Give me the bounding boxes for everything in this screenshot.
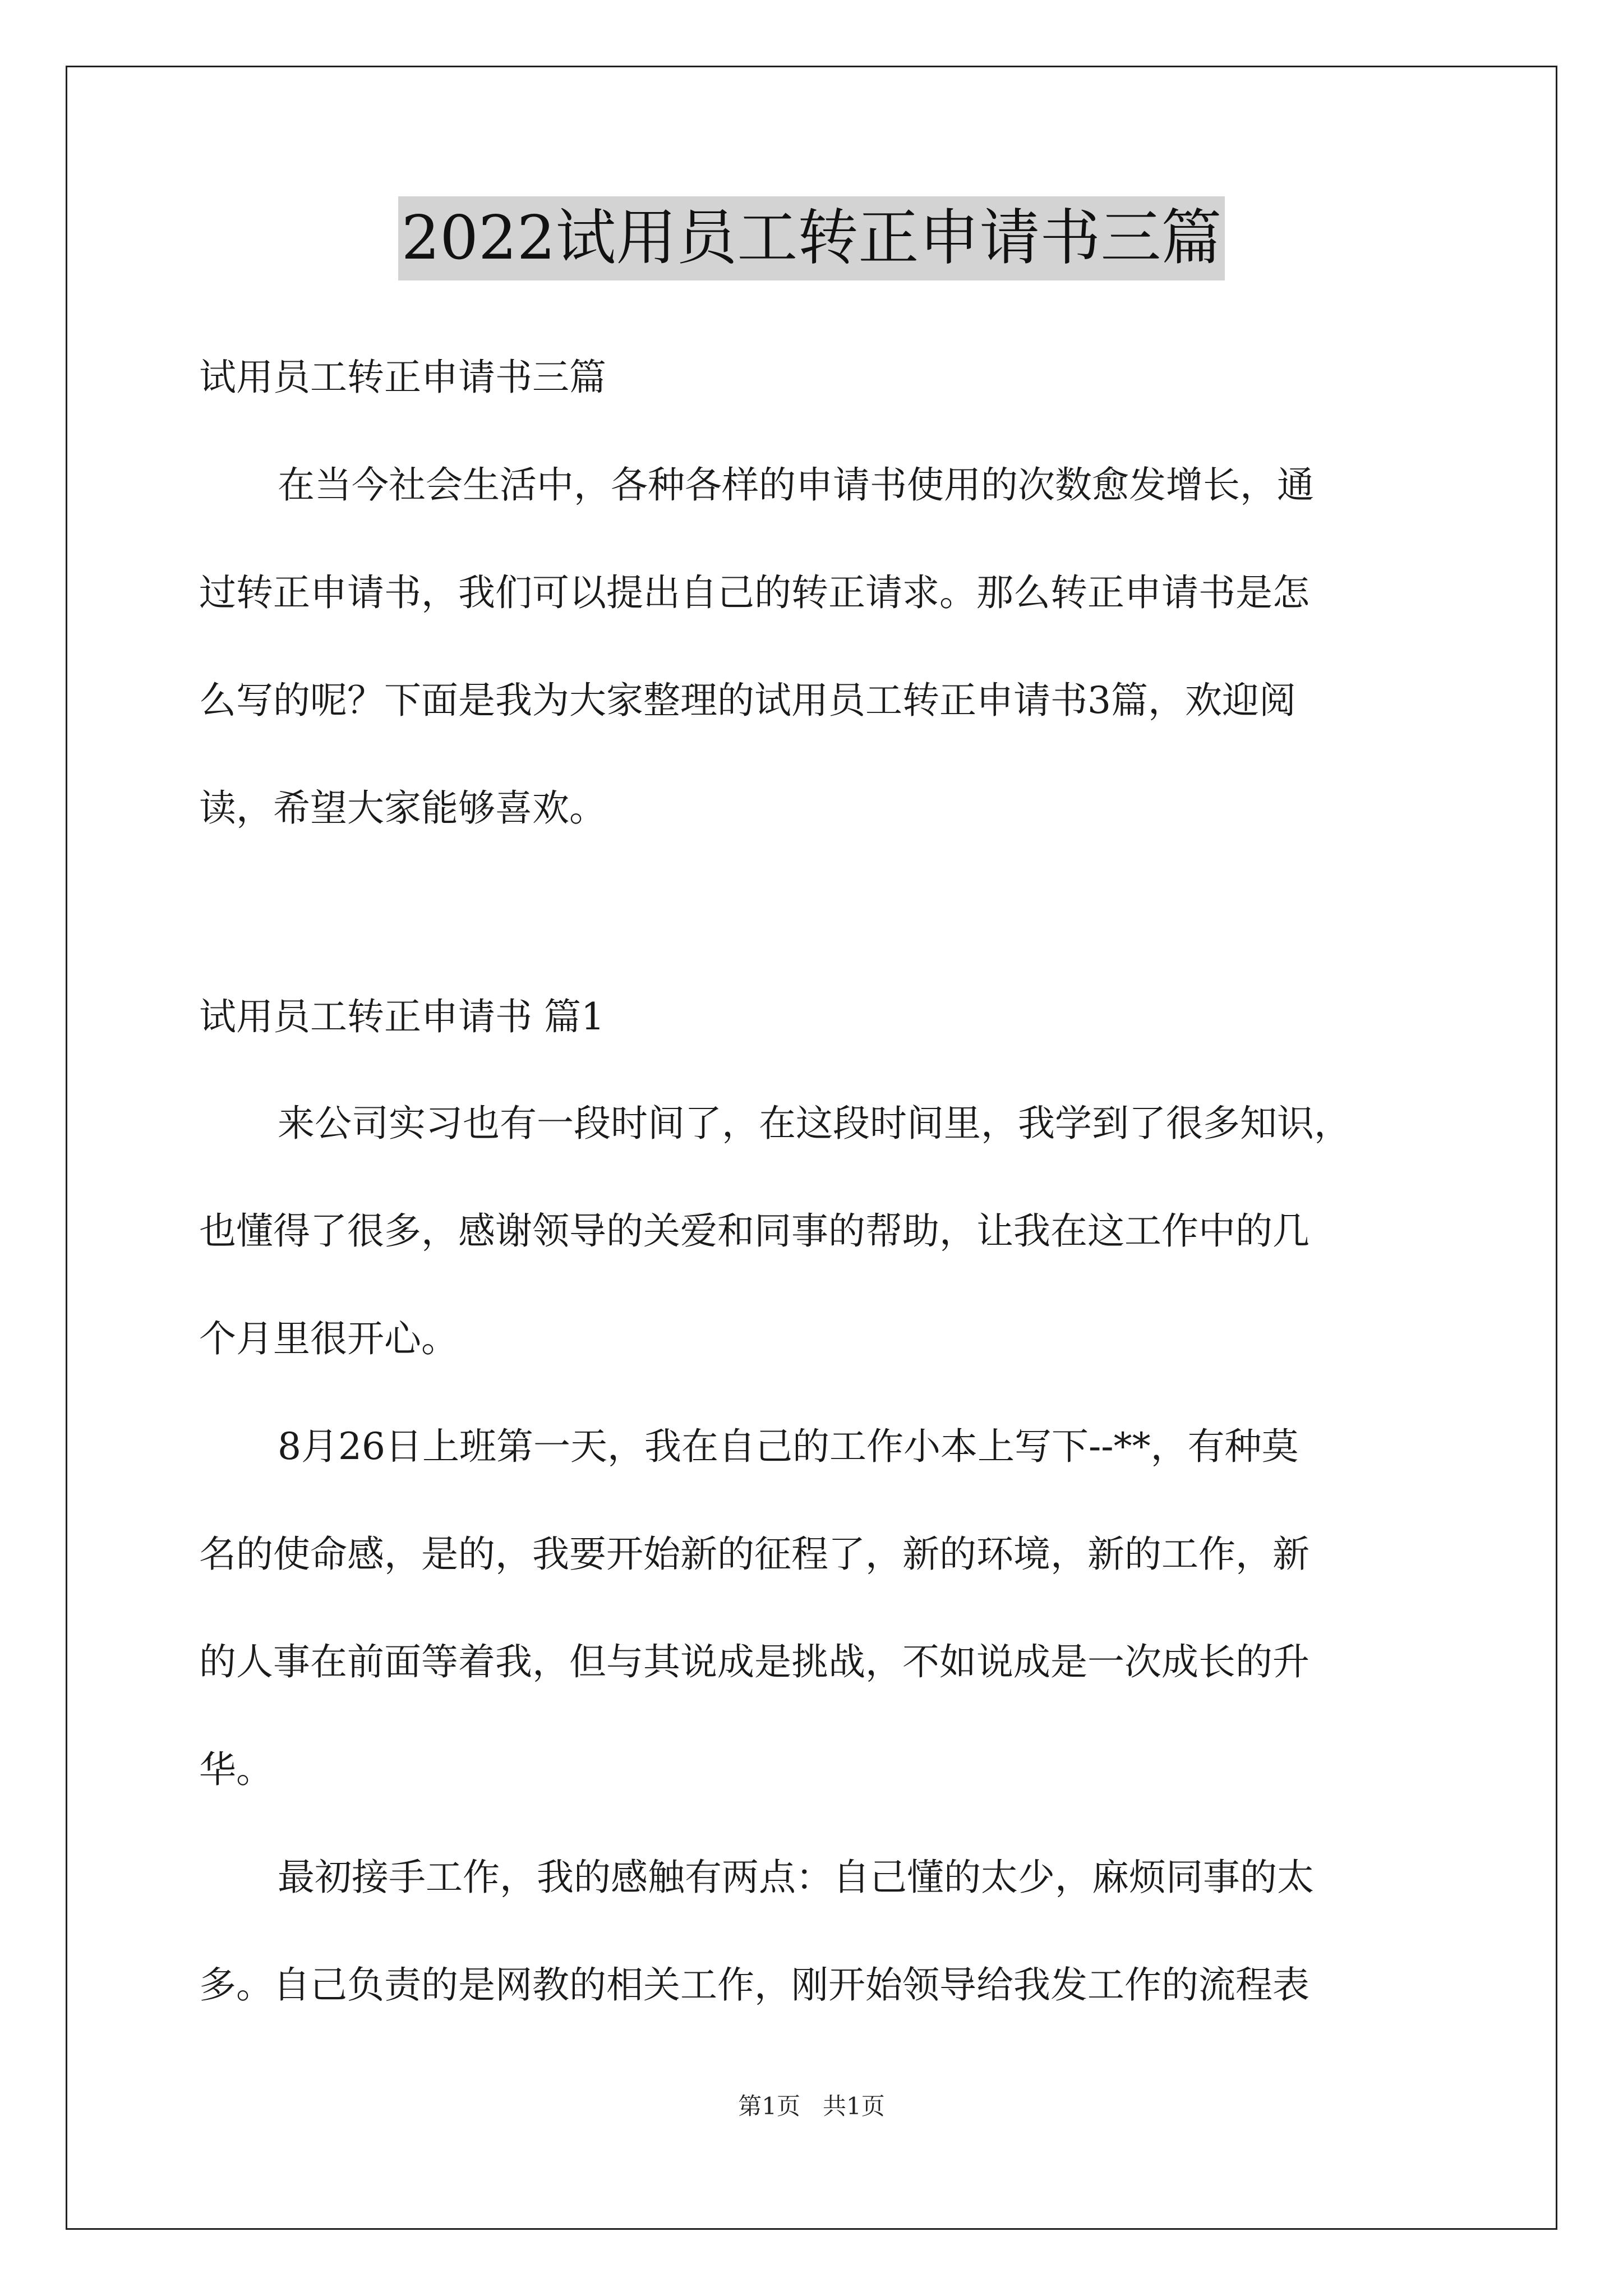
paragraph2-line-4: 华。 — [199, 1748, 273, 1791]
section-heading: 试用员工转正申请书 篇1 — [199, 995, 605, 1038]
title-container — [0, 196, 1623, 280]
intro-line-2: 过转正申请书，我们可以提出自己的转正请求。那么转正申请书是怎 — [199, 571, 1310, 614]
paragraph3-line-2: 多。自己负责的是网教的相关工作，刚开始领导给我发工作的流程表 — [199, 1963, 1310, 2007]
paragraph2-line-1: 8月26日上班第一天，我在自己的工作小本上写下--**，有种莫 — [278, 1425, 1299, 1468]
page-footer: 第1页 共1页 — [738, 2092, 885, 2120]
document-subtitle: 试用员工转正申请书三篇 — [199, 356, 606, 399]
paragraph1-line-3: 个月里很开心。 — [199, 1317, 458, 1360]
paragraph2-line-3: 的人事在前面等着我，但与其说成是挑战，不如说成是一次成长的升 — [199, 1640, 1310, 1683]
paragraph1-line-1: 来公司实习也有一段时间了，在这段时间里，我学到了很多知识， — [278, 1102, 1351, 1145]
document-title: 2022试用员工转正申请书三篇 — [398, 196, 1225, 280]
intro-line-4: 读，希望大家能够喜欢。 — [199, 786, 606, 830]
intro-line-3: 么写的呢？下面是我为大家整理的试用员工转正申请书3篇，欢迎阅 — [199, 679, 1296, 722]
paragraph2-line-2: 名的使命感，是的，我要开始新的征程了，新的环境，新的工作，新 — [199, 1533, 1310, 1576]
intro-line-1: 在当今社会生活中，各种各样的申请书使用的次数愈发增长，通 — [278, 463, 1314, 507]
paragraph1-line-2: 也懂得了很多，感谢领导的关爱和同事的帮助，让我在这工作中的几 — [199, 1209, 1310, 1253]
paragraph3-line-1: 最初接手工作，我的感触有两点：自己懂的太少，麻烦同事的太 — [278, 1856, 1314, 1899]
